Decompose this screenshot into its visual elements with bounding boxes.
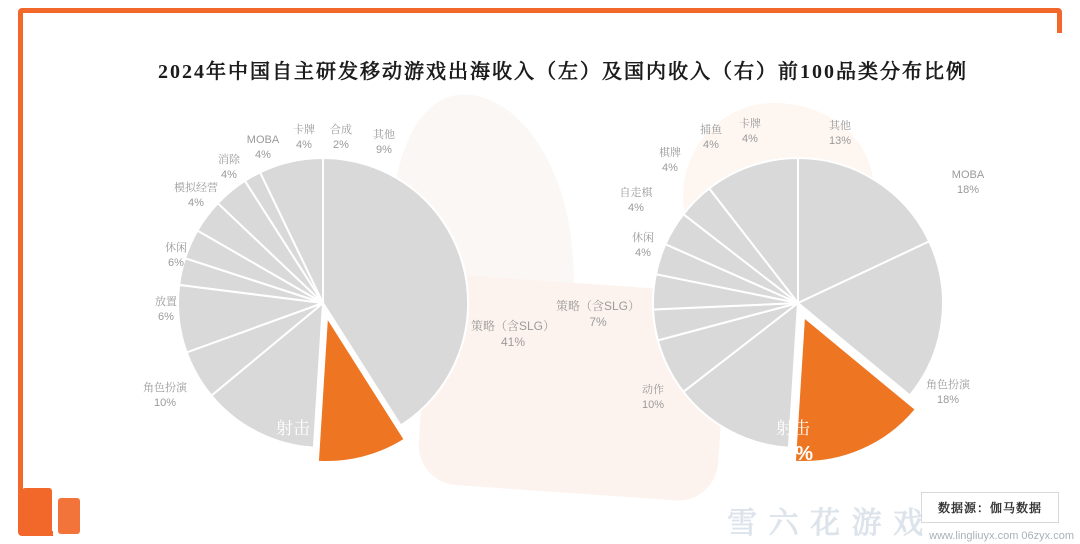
label-strategy-right: 策略（含SLG） 7% (555, 299, 640, 330)
label-shooting-left: 射击 10% (272, 419, 314, 465)
label-card-right: 卡牌 4% (739, 118, 761, 145)
label-idle-left: 放置 6% (155, 296, 177, 323)
label-strategy-left: 策略（含SLG） 41% (470, 319, 555, 350)
label-action-right: 动作 10% (641, 384, 665, 411)
label-other-right: 其他 13% (828, 120, 852, 147)
label-rpg-right: 角色扮演 18% (926, 379, 970, 406)
label-moba-left: MOBA 4% (246, 134, 280, 161)
label-rpg-left: 角色扮演 10% (143, 382, 187, 409)
chart-canvas (53, 33, 1073, 537)
watermark-logo: 雪 六 花 游 戏 (727, 507, 926, 540)
label-other-left: 其他 9% (373, 129, 395, 156)
right-chart-labels (53, 33, 1073, 537)
label-fishing-right: 捕鱼 4% (700, 124, 722, 151)
label-shooting-right: 射击 13% (772, 419, 814, 465)
label-card-left: 卡牌 4% (293, 124, 315, 151)
label-simulation-left: 模拟经营 4% (174, 182, 218, 209)
page-title: 2024年中国自主研发移动游戏出海收入（左）及国内收入（右）前100品类分布比例 (158, 61, 968, 83)
decorative-frame (18, 8, 1062, 536)
label-moba-right: MOBA 18% (951, 169, 985, 196)
decorative-square-2 (58, 498, 80, 534)
label-merge-left: 合成 2% (330, 124, 352, 151)
source-note: 数据源：伽马数据 (921, 492, 1059, 523)
decorative-square-1 (22, 488, 52, 534)
label-boardgame-right: 棋牌 4% (659, 147, 681, 174)
label-autochess-right: 自走棋 4% (619, 187, 653, 214)
label-match3-left: 消除 4% (218, 154, 240, 181)
watermark-urls: www.lingliuyx.com 06zyx.com (929, 530, 1074, 542)
label-casual-left: 休闲 6% (165, 242, 187, 269)
watermark (727, 498, 1074, 542)
label-casual-right: 休闲 4% (632, 232, 654, 259)
